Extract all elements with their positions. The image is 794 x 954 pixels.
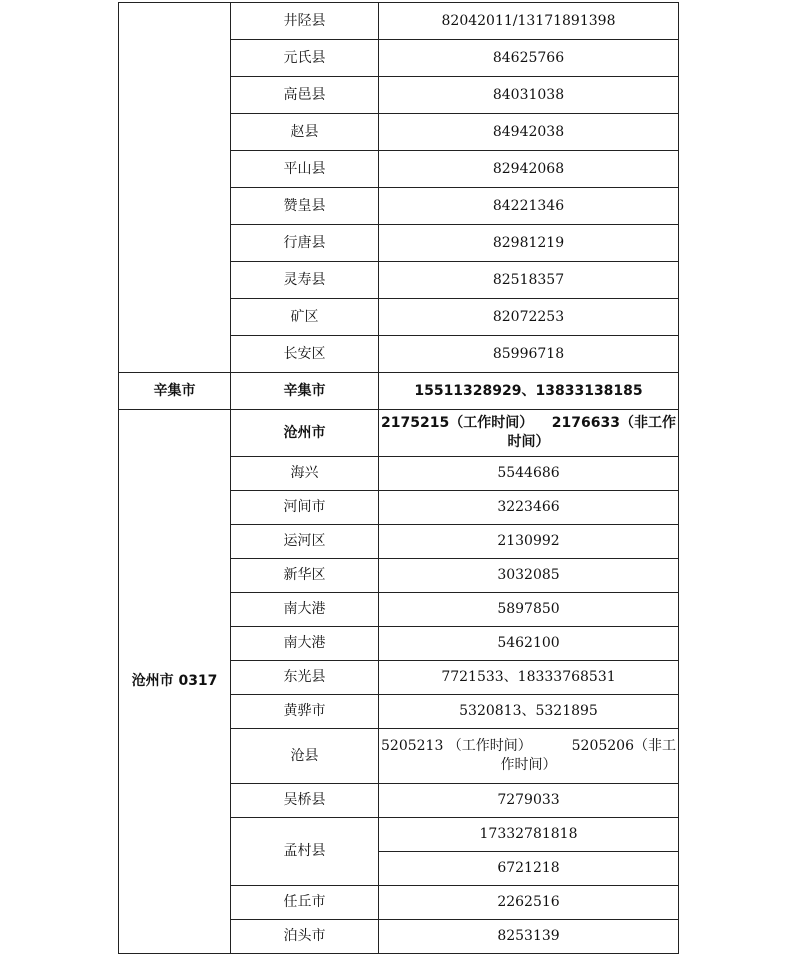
district-cell: 沧州市	[231, 410, 379, 457]
phone-cell: 84942038	[379, 114, 679, 151]
phone-cell: 3223466	[379, 491, 679, 525]
city-cell: 沧州市 0317	[119, 410, 231, 954]
district-cell: 任丘市	[231, 886, 379, 920]
phone-cell	[379, 729, 679, 784]
phone-cell: 82518357	[379, 262, 679, 299]
city-cell-continued	[119, 3, 231, 373]
contact-table	[118, 2, 679, 954]
city-cell: 辛集市	[119, 373, 231, 410]
phone-line-continued: 时间）	[507, 434, 550, 450]
district-cell: 孟村县	[231, 818, 379, 886]
phone-cell: 5897850	[379, 593, 679, 627]
phone-work-hours: 5205213 （工作时间）	[381, 738, 532, 754]
phone-cell: 84031038	[379, 77, 679, 114]
district-cell: 赞皇县	[231, 188, 379, 225]
district-cell: 运河区	[231, 525, 379, 559]
district-cell: 赵县	[231, 114, 379, 151]
phone-cell: 82942068	[379, 151, 679, 188]
phone-cell: 7721533、18333768531	[379, 661, 679, 695]
phone-line-continued: 作时间）	[500, 757, 557, 773]
table-row-cangzhou-head	[119, 410, 679, 457]
district-cell: 高邑县	[231, 77, 379, 114]
phone-off-hours: 5205206（非工	[571, 738, 676, 754]
district-cell: 南大港	[231, 593, 379, 627]
phone-cell: 7279033	[379, 784, 679, 818]
district-cell: 长安区	[231, 336, 379, 373]
district-cell: 井陉县	[231, 3, 379, 40]
phone-cell: 82072253	[379, 299, 679, 336]
district-cell: 东光县	[231, 661, 379, 695]
district-cell: 河间市	[231, 491, 379, 525]
phone-cell: 2130992	[379, 525, 679, 559]
district-cell: 黄骅市	[231, 695, 379, 729]
phone-line	[381, 414, 676, 433]
district-cell: 平山县	[231, 151, 379, 188]
table-row-xinji	[119, 373, 679, 410]
phone-cell: 5320813、5321895	[379, 695, 679, 729]
phone-cell: 8253139	[379, 920, 679, 954]
phone-off-hours: 2176633（非工作	[551, 415, 676, 431]
district-cell: 元氏县	[231, 40, 379, 77]
phone-cell: 15511328929、13833138185	[379, 373, 679, 410]
phone-line	[381, 737, 676, 756]
district-cell: 海兴	[231, 457, 379, 491]
phone-cell: 82042011/13171891398	[379, 3, 679, 40]
contact-table-page	[118, 2, 678, 954]
district-cell: 矿区	[231, 299, 379, 336]
phone-cell: 84221346	[379, 188, 679, 225]
district-cell: 灵寿县	[231, 262, 379, 299]
phone-work-hours: 2175215（工作时间）	[381, 415, 534, 431]
district-cell: 吴桥县	[231, 784, 379, 818]
district-cell: 泊头市	[231, 920, 379, 954]
phone-cell: 5462100	[379, 627, 679, 661]
district-cell: 沧县	[231, 729, 379, 784]
phone-cell: 84625766	[379, 40, 679, 77]
district-cell: 南大港	[231, 627, 379, 661]
phone-cell: 2262516	[379, 886, 679, 920]
district-cell: 行唐县	[231, 225, 379, 262]
district-cell: 辛集市	[231, 373, 379, 410]
phone-cell: 6721218	[379, 852, 679, 886]
phone-cell	[379, 410, 679, 457]
phone-cell: 82981219	[379, 225, 679, 262]
phone-cell: 85996718	[379, 336, 679, 373]
district-cell: 新华区	[231, 559, 379, 593]
phone-cell: 5544686	[379, 457, 679, 491]
phone-cell: 17332781818	[379, 818, 679, 852]
phone-cell: 3032085	[379, 559, 679, 593]
table-row	[119, 3, 679, 40]
